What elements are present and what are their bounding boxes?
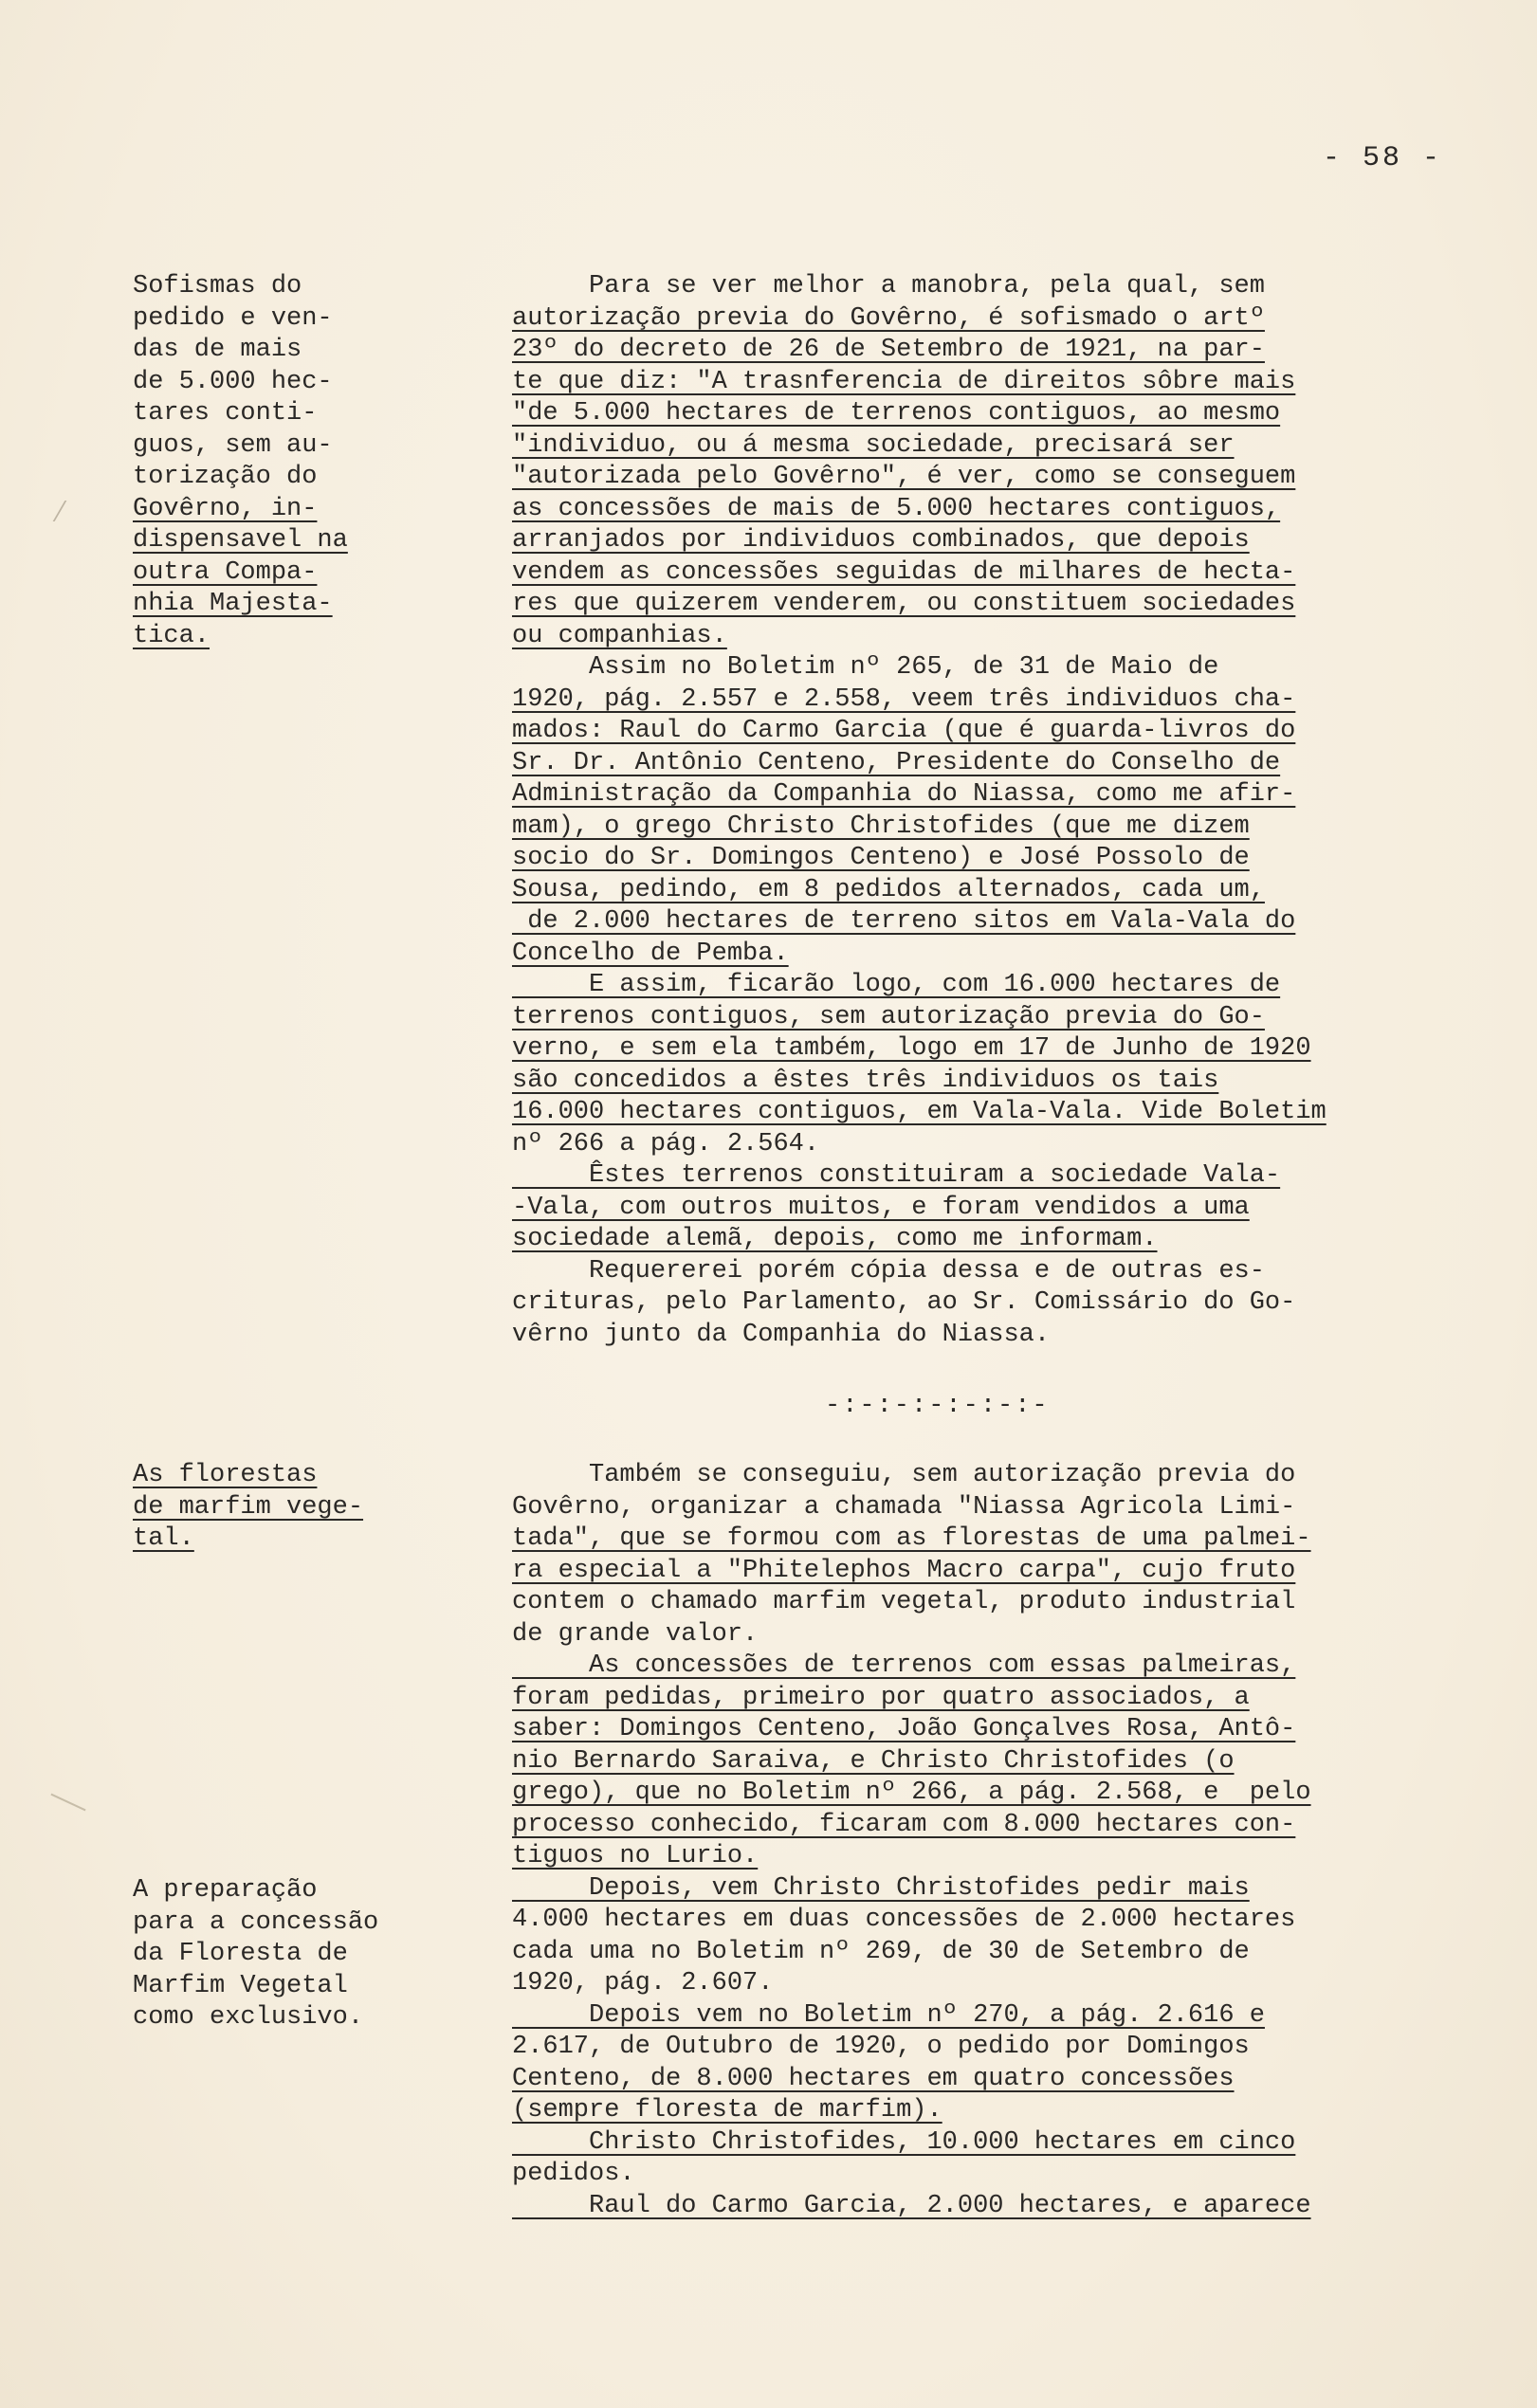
text-line: Administração da Companhia do Niassa, como me afir-: [512, 780, 1296, 809]
text-line: "de 5.000 hectares de terrenos contiguos, ao mesmo: [512, 399, 1281, 428]
text-line: Depois, vem Christo Christofides pedir mais: [512, 1873, 1250, 1903]
text-line: pedidos.: [512, 2160, 635, 2188]
text-line: Govêrno, organizar a chamada "Niassa Agricola Limi-: [512, 1492, 1296, 1522]
text-line: 16.000 hectares contiguos, em Vala-Vala. Vide Boletim: [512, 1098, 1327, 1126]
text-line: cada uma no Boletim nº 269, de 30 de Setembro de: [512, 1937, 1250, 1966]
page-number: - 58 -: [1323, 142, 1443, 174]
text-line: socio do Sr. Domingos Centeno) e José Possolo de: [512, 844, 1250, 872]
margin-note-florestas: [133, 1460, 446, 1556]
paper-mark: [53, 501, 82, 521]
text-line: grego), que no Boletim nº 266, a pág. 2.568, e pelo: [512, 1779, 1311, 1807]
text-line: res que quizerem venderem, ou constituem sociedades: [512, 590, 1296, 618]
text-line: sociedade alemã, depois, como me informam.: [512, 1225, 1158, 1253]
text-line: nº 266 a pág. 2.564.: [512, 1129, 820, 1158]
text-line: Centeno, de 8.000 hectares em quatro concessões: [512, 2064, 1235, 2093]
text-line: nhia Majesta-: [133, 590, 333, 618]
text-line: tal.: [133, 1524, 194, 1553]
text-line: vendem as concessões seguidas de milhares de hecta-: [512, 557, 1296, 587]
text-line: 2.617, de Outubro de 1920, o pedido por Domingos: [512, 2033, 1250, 2061]
text-line: para a concessão: [133, 1907, 379, 1937]
text-line: saber: Domingos Centeno, João Gonçalves Rosa, Antô-: [512, 1715, 1296, 1743]
text-line: As florestas: [133, 1461, 318, 1489]
text-line: de 5.000 hec-: [133, 367, 333, 396]
body-section-marfim-vegetal: [512, 1460, 1527, 2222]
text-line: contem o chamado marfim vegetal, produto industrial: [512, 1588, 1296, 1616]
text-line: da Floresta de: [133, 1940, 348, 1968]
text-line: vêrno junto da Companhia do Niassa.: [512, 1320, 1051, 1349]
text-line: de 2.000 hectares de terreno sitos em Vala-Vala do: [512, 907, 1296, 936]
text-line: 1920, pág. 2.607.: [512, 1969, 774, 1998]
text-line: Sofismas do: [133, 272, 302, 301]
text-line: 4.000 hectares em duas concessões de 2.000 hectares: [512, 1906, 1296, 1934]
text-line: processo conhecido, ficaram com 8.000 hectares con-: [512, 1810, 1296, 1839]
text-line: tica.: [133, 621, 210, 650]
text-line: Depois vem no Boletim nº 270, a pág. 2.616 e: [512, 2000, 1265, 2030]
text-line: Raul do Carmo Garcia, 2.000 hectares, e aparece: [512, 2191, 1311, 2220]
text-line: tares conti-: [133, 399, 318, 428]
text-line: As concessões de terrenos com essas palmeiras,: [512, 1651, 1296, 1680]
text-line: tiguos no Lurio.: [512, 1842, 759, 1870]
text-line: terrenos contiguos, sem autorização previa do Go-: [512, 1002, 1265, 1031]
text-line: (sempre floresta de marfim).: [512, 2096, 942, 2125]
text-line: 1920, pág. 2.557 e 2.558, veem três individuos cha-: [512, 684, 1296, 714]
margin-note-preparacao: [133, 1875, 446, 2034]
text-line: arranjados por individuos combinados, que depois: [512, 526, 1250, 555]
margin-note-sofismas: [133, 271, 446, 652]
text-line: Sr. Dr. Antônio Centeno, Presidente do Conselho de: [512, 748, 1281, 777]
text-line: "autorizada pelo Govêrno", é ver, como se conseguem: [512, 463, 1296, 491]
text-line: Govêrno, in-: [133, 494, 318, 523]
text-line: te que diz: "A trasnferencia de direitos sôbre mais: [512, 367, 1296, 396]
text-line: mam), o grego Christo Christofides (que me dizem: [512, 812, 1250, 841]
text-line: Marfim Vegetal: [133, 1971, 348, 2000]
text-line: nio Bernardo Saraiva, e Christo Christofides (o: [512, 1746, 1235, 1776]
text-line: outra Compa-: [133, 557, 318, 587]
section-separator: -:-:-:-:-:-:-: [825, 1392, 1050, 1420]
text-line: Christo Christofides, 10.000 hectares em cinco: [512, 2127, 1296, 2157]
text-line: crituras, pelo Parlamento, ao Sr. Comissário do Go-: [512, 1288, 1296, 1317]
text-line: ou companhias.: [512, 621, 727, 650]
text-line: Para se ver melhor a manobra, pela qual, sem: [512, 272, 1265, 301]
text-line: das de mais: [133, 336, 302, 364]
text-line: Também se conseguiu, sem autorização previa do: [512, 1461, 1296, 1489]
text-line: foram pedidas, primeiro por quatro associados, a: [512, 1683, 1250, 1712]
text-line: E assim, ficarão logo, com 16.000 hectares de: [512, 971, 1281, 999]
text-line: as concessões de mais de 5.000 hectares contiguos,: [512, 494, 1281, 523]
body-section-manobra: [512, 271, 1527, 1351]
text-line: autorização previa do Govêrno, é sofismado o artº: [512, 303, 1265, 333]
text-line: de marfim vege-: [133, 1492, 364, 1522]
text-line: 23º do decreto de 26 de Setembro de 1921, na par-: [512, 336, 1265, 364]
text-line: Sousa, pedindo, em 8 pedidos alternados, cada um,: [512, 875, 1265, 904]
text-line: -Vala, com outros muitos, e foram vendidos a uma: [512, 1193, 1250, 1222]
text-line: Concelho de Pemba.: [512, 939, 789, 968]
text-line: verno, e sem ela também, logo em 17 de Junho de 1920: [512, 1034, 1311, 1063]
text-line: A preparação: [133, 1876, 318, 1905]
text-line: Assim no Boletim nº 265, de 31 de Maio de: [512, 653, 1219, 682]
paper-mark: [50, 1794, 85, 1812]
text-line: pedido e ven-: [133, 303, 333, 333]
text-line: de grande valor.: [512, 1619, 759, 1649]
text-line: tada", que se formou com as florestas de uma palmei-: [512, 1524, 1311, 1553]
text-line: mados: Raul do Carmo Garcia (que é guarda-livros do: [512, 717, 1296, 745]
text-line: guos, sem au-: [133, 430, 333, 460]
text-line: como exclusivo.: [133, 2003, 364, 2032]
text-line: "individuo, ou á mesma sociedade, precisará ser: [512, 430, 1235, 460]
text-line: Êstes terrenos constituiram a sociedade Vala-: [512, 1161, 1281, 1190]
text-line: ra especial a "Phitelephos Macro carpa", cujo fruto: [512, 1556, 1296, 1585]
text-line: torização do: [133, 463, 318, 491]
text-line: Requererei porém cópia dessa e de outras es-: [512, 1256, 1265, 1286]
text-line: são concedidos a êstes três individuos os tais: [512, 1066, 1219, 1095]
text-line: dispensavel na: [133, 526, 348, 555]
